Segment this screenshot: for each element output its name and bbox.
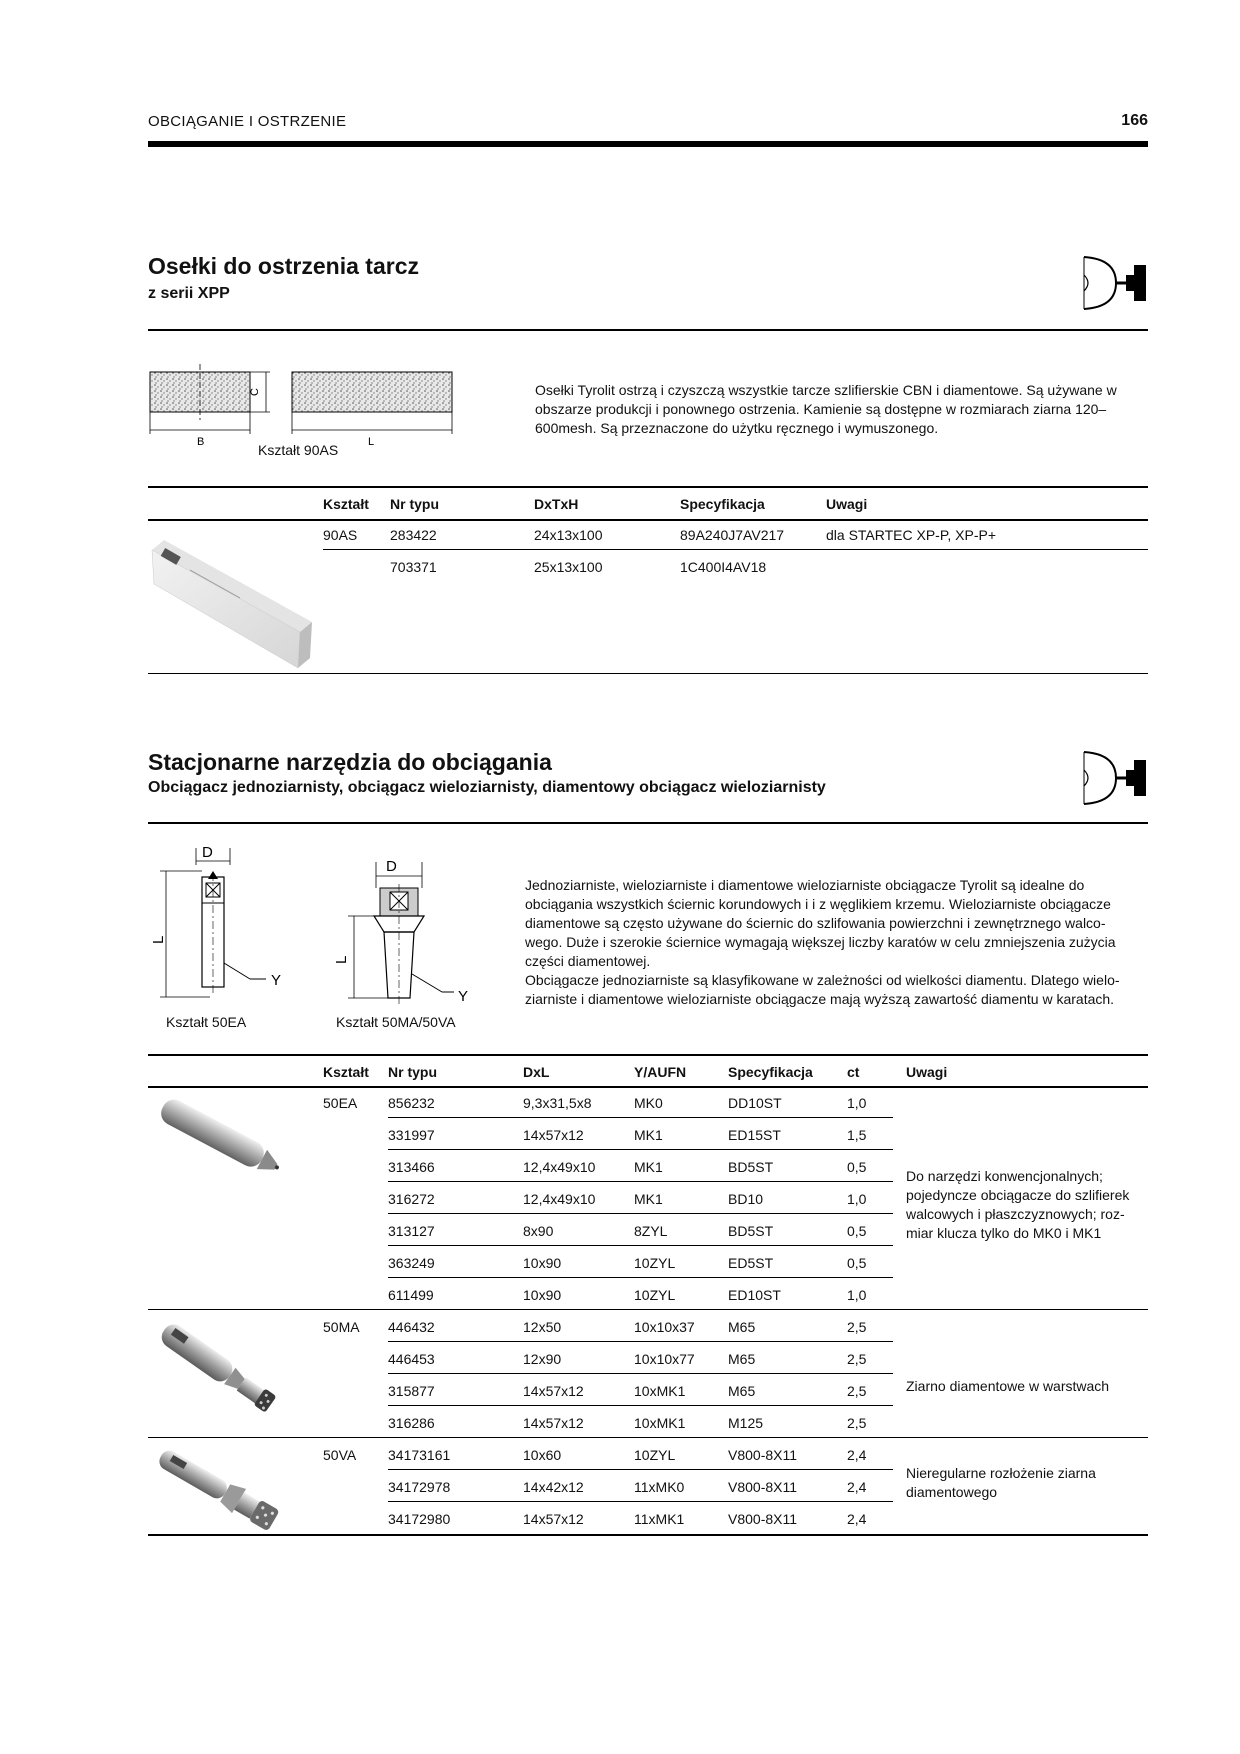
table2-cell-type: 446453 <box>388 1351 435 1367</box>
table1-cell-type: 283422 <box>390 527 437 543</box>
table2-row-divider <box>388 1501 893 1502</box>
table2-cell-spec: M125 <box>728 1415 764 1431</box>
table2-row-divider <box>388 1245 893 1246</box>
table1-header-note: Uwagi <box>826 496 868 512</box>
table2-row-divider <box>388 1181 893 1182</box>
table1-header-type: Nr typu <box>390 496 439 512</box>
table2-cell-yaufn: 10xMK1 <box>634 1383 686 1399</box>
table2-cell-type: 331997 <box>388 1127 435 1143</box>
table2-cell-yaufn: 10ZYL <box>634 1447 676 1463</box>
section2-rule <box>148 822 1148 824</box>
table2-cell-dxl: 14x57x12 <box>523 1127 584 1143</box>
shape-caption-50ea: Kształt 50EA <box>166 1014 247 1030</box>
table1-header-rule <box>148 519 1148 521</box>
section2-subtitle: Obciągacz jednoziarnisty, obciągacz wieloziarnisty, diamentowy obciągacz wieloziarnisty <box>148 779 826 796</box>
table2-cell-yaufn: MK1 <box>634 1159 663 1175</box>
page-number: 166 <box>1121 112 1148 129</box>
table2-cell-spec: ED10ST <box>728 1287 781 1303</box>
section1-description: Osełki Tyrolit ostrzą i czyszczą wszystkie tarcze szlifierskie CBN i diamentowe. Są używane w obszarze produkcji i ponownego ostrzenia. Kamienie są dostępne w rozmiarach ziarna 120–600mesh. Są przeznaczone do użytku ręcznego i wymuszonego. <box>535 382 1117 436</box>
table2-cell-type: 313127 <box>388 1223 435 1239</box>
table2-group-note-50va: Nieregularne rozłożenie ziarna diamentowego <box>906 1465 1096 1500</box>
table2-cell-dxl: 12,4x49x10 <box>523 1191 596 1207</box>
table2-cell-ct: 2,5 <box>847 1319 867 1335</box>
table2-cell-ct: 2,5 <box>847 1383 867 1399</box>
table2-row-divider <box>388 1213 893 1214</box>
table1-cell-dims: 25x13x100 <box>534 559 603 575</box>
table2-cell-dxl: 12,4x49x10 <box>523 1159 596 1175</box>
table1-top-rule <box>148 486 1148 488</box>
table2-cell-yaufn: 11xMK1 <box>634 1511 685 1527</box>
table2-cell-spec: DD10ST <box>728 1095 782 1111</box>
whetstone-photo <box>150 522 320 672</box>
table2-row-divider <box>388 1405 893 1406</box>
table2-row-divider <box>388 1341 893 1342</box>
table2-cell-yaufn: 8ZYL <box>634 1223 668 1239</box>
section1-subtitle: z serii XPP <box>148 285 230 302</box>
section2-title: Stacjonarne narzędzia do obciągania <box>148 749 552 775</box>
table2-header-yaufn: Y/AUFN <box>634 1064 687 1080</box>
table2-cell-dxl: 14x57x12 <box>523 1383 584 1399</box>
table1-row-divider <box>323 549 1148 550</box>
header-rule <box>148 141 1148 147</box>
table2-group-divider <box>148 1309 1148 1310</box>
table2-cell-type: 313466 <box>388 1159 435 1175</box>
table1-cell-shape: 90AS <box>323 527 358 543</box>
table1-cell-type: 703371 <box>390 559 437 575</box>
table2-cell-ct: 1,0 <box>847 1095 867 1111</box>
table2-cell-type: 316272 <box>388 1191 435 1207</box>
table2-cell-type: 34172978 <box>388 1479 451 1495</box>
table2-cell-ct: 1,0 <box>847 1191 867 1207</box>
table2-cell-ct: 0,5 <box>847 1255 867 1271</box>
table2-cell-ct: 2,4 <box>847 1447 867 1463</box>
table1-cell-note: dla STARTEC XP-P, XP-P+ <box>826 527 997 543</box>
table2-cell-dxl: 8x90 <box>523 1223 554 1239</box>
table2-top-rule <box>148 1054 1148 1056</box>
table2-cell-ct: 2,4 <box>847 1511 867 1527</box>
table2-cell-spec: V800-8X11 <box>728 1447 798 1463</box>
dresser-50ea-photo <box>150 1090 290 1182</box>
table2-cell-spec: M65 <box>728 1319 756 1335</box>
table2-cell-shape: 50MA <box>323 1319 360 1335</box>
table2-cell-spec: ED15ST <box>728 1127 781 1143</box>
table2-header-type: Nr typu <box>388 1064 437 1080</box>
table2-cell-yaufn: 10ZYL <box>634 1287 676 1303</box>
dresser-50ea-drawing <box>150 843 290 1008</box>
table1-cell-dims: 24x13x100 <box>534 527 603 543</box>
table1-bottom-rule <box>148 673 1148 674</box>
table2-cell-type: 316286 <box>388 1415 435 1431</box>
table2-row-divider <box>388 1277 893 1278</box>
table2-cell-dxl: 10x90 <box>523 1287 562 1303</box>
dim-label-l: L <box>368 436 375 448</box>
dim-label-y: Y <box>458 988 469 1005</box>
table2-cell-dxl: 10x60 <box>523 1447 562 1463</box>
section1-title: Osełki do ostrzenia tarcz <box>148 253 419 279</box>
table2-header-ct: ct <box>847 1064 860 1080</box>
table2-cell-spec: V800-8X11 <box>728 1479 798 1495</box>
table2-cell-dxl: 9,3x31,5x8 <box>523 1095 592 1111</box>
table2-cell-yaufn: MK0 <box>634 1095 663 1111</box>
table2-cell-type: 363249 <box>388 1255 435 1271</box>
table2-cell-yaufn: 10x10x37 <box>634 1319 695 1335</box>
table2-cell-ct: 1,5 <box>847 1127 867 1143</box>
dim-label-l: L <box>333 955 350 964</box>
table2-row-divider <box>388 1117 893 1118</box>
table2-cell-ct: 0,5 <box>847 1223 867 1239</box>
dim-label-d: D <box>202 844 213 861</box>
table2-cell-spec: M65 <box>728 1351 756 1367</box>
table2-cell-type: 611499 <box>388 1287 434 1303</box>
dresser-50ma-photo <box>150 1313 290 1425</box>
table2-header-shape: Kształt <box>323 1064 369 1080</box>
dim-label-c: C <box>249 388 261 396</box>
dim-label-l: L <box>150 935 167 944</box>
table2-row-divider <box>388 1373 893 1374</box>
table2-group-note-50ma: Ziarno diamentowe w warstwach <box>906 1378 1110 1394</box>
table2-cell-dxl: 14x57x12 <box>523 1415 584 1431</box>
table2-bottom-rule <box>148 1534 1148 1536</box>
table2-cell-ct: 2,4 <box>847 1479 867 1495</box>
table1-header-shape: Kształt <box>323 496 369 512</box>
table2-header-dxl: DxL <box>523 1064 550 1080</box>
table2-cell-dxl: 14x57x12 <box>523 1511 584 1527</box>
table2-cell-yaufn: 11xMK0 <box>634 1479 685 1495</box>
table2-cell-dxl: 12x90 <box>523 1351 562 1367</box>
table2-group-note-50ea: Do narzędzi konwencjonalnych; pojedyncze obciągacze do szlifierek walcowych i płaszczyznowych; roz- miar klucza tylko do MK0 i MK1 <box>906 1168 1130 1241</box>
table2-cell-dxl: 12x50 <box>523 1319 562 1335</box>
dim-label-d: D <box>386 858 397 875</box>
table2-cell-spec: BD5ST <box>728 1223 774 1239</box>
table1-header-spec: Specyfikacja <box>680 496 765 512</box>
dressing-tool-icon <box>1080 255 1150 311</box>
running-header-section: OBCIĄGANIE I OSTRZENIE <box>148 113 347 130</box>
table2-cell-yaufn: 10xMK1 <box>634 1415 686 1431</box>
table2-cell-ct: 1,0 <box>847 1287 867 1303</box>
table1-cell-spec: 1C400I4AV18 <box>680 559 767 575</box>
table2-cell-shape: 50EA <box>323 1095 358 1111</box>
table2-cell-spec: V800-8X11 <box>728 1511 798 1527</box>
whetstone-dimension-drawing <box>148 360 468 455</box>
table2-cell-yaufn: 10ZYL <box>634 1255 676 1271</box>
table2-cell-dxl: 10x90 <box>523 1255 562 1271</box>
dresser-50va-photo <box>150 1440 290 1540</box>
table2-cell-ct: 2,5 <box>847 1351 867 1367</box>
section2-description: Jednoziarniste, wieloziarniste i diamentowe wieloziarniste obciągacze Tyrolit są idealne do obciągania wszystkich ściernic korundowych i i z węglikiem krzemu. Wieloziarniste obciągacze diamentowe są często używane do ściernic do szlifowania powierzchni i zewnętrznego walco- wego. Duże i szerokie ściernice wymagają większej liczby karatów w celu zmniejszenia zużycia części diamentowej. Obciągacze jednoziarniste są klasyfikowane w zależności od wielkości diamentu. Dlatego wielo- ziarniste i diamentowe wieloziarniste obciągacze mają wyższą zawartość diamentu w karatach. <box>525 877 1120 1007</box>
table2-cell-spec: M65 <box>728 1383 756 1399</box>
table2-row-divider <box>388 1149 893 1150</box>
dim-label-y: Y <box>271 972 282 989</box>
shape-caption-50ma-50va: Kształt 50MA/50VA <box>336 1014 456 1030</box>
table2-row-divider <box>388 1469 893 1470</box>
table2-cell-ct: 0,5 <box>847 1159 867 1175</box>
table2-cell-dxl: 14x42x12 <box>523 1479 584 1495</box>
section1-rule <box>148 329 1148 331</box>
dim-label-b: B <box>197 436 205 448</box>
table2-cell-type: 446432 <box>388 1319 435 1335</box>
table1-header-dims: DxTxH <box>534 496 579 512</box>
table2-header-spec: Specyfikacja <box>728 1064 813 1080</box>
shape-caption-90as: Kształt 90AS <box>258 442 339 458</box>
table2-group-divider <box>148 1437 1148 1438</box>
table2-cell-type: 34172980 <box>388 1511 451 1527</box>
dresser-50ma-50va-drawing <box>330 858 480 1008</box>
table2-header-rule <box>148 1086 1148 1088</box>
table2-cell-yaufn: MK1 <box>634 1127 663 1143</box>
table2-cell-ct: 2,5 <box>847 1415 867 1431</box>
table2-cell-type: 856232 <box>388 1095 435 1111</box>
dressing-tool-icon <box>1080 750 1150 806</box>
table2-cell-spec: BD10 <box>728 1191 764 1207</box>
table2-cell-yaufn: MK1 <box>634 1191 663 1207</box>
table1-cell-spec: 89A240J7AV217 <box>680 527 785 543</box>
table2-cell-shape: 50VA <box>323 1447 357 1463</box>
table2-cell-type: 34173161 <box>388 1447 451 1463</box>
table2-cell-yaufn: 10x10x77 <box>634 1351 695 1367</box>
table2-cell-type: 315877 <box>388 1383 435 1399</box>
table2-cell-spec: ED5ST <box>728 1255 774 1271</box>
table2-cell-spec: BD5ST <box>728 1159 774 1175</box>
table2-header-note: Uwagi <box>906 1064 948 1080</box>
